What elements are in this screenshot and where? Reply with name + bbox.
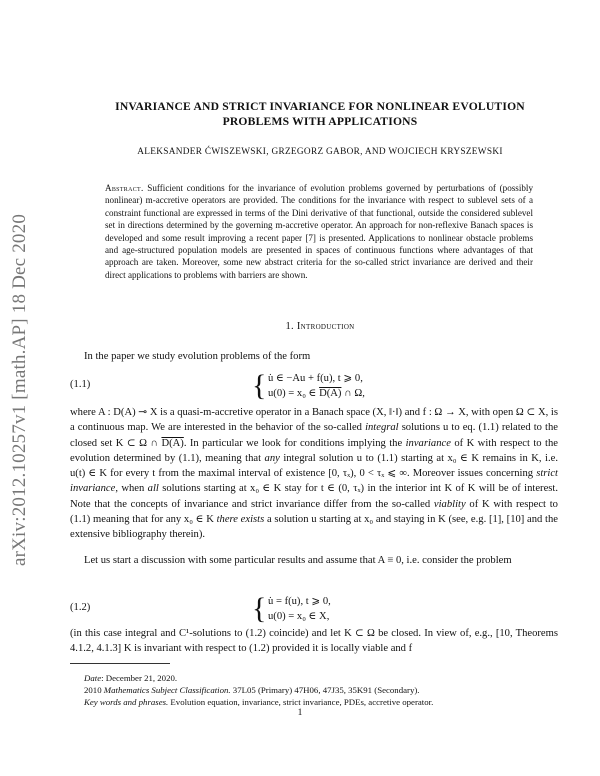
section-title: Introduction xyxy=(296,321,355,332)
paragraph-3: Let us start a discussion with some particular results and assume that A ≡ 0, i.e. consider the problem xyxy=(84,555,512,566)
authors: ALEKSANDER ĆWISZEWSKI, GRZEGORZ GABOR, AND WOJCIECH KRYSZEWSKI xyxy=(137,147,503,157)
equation-line-1: u̇ = f(u), t ⩾ 0, xyxy=(268,596,331,607)
arxiv-stamp xyxy=(6,180,34,600)
equation-line-2: u(0) = x₀ ∈ D(A) ∩ Ω, xyxy=(268,388,365,399)
footnote-rule xyxy=(70,663,170,664)
arxiv-identifier: arXiv:2012.10257v1 [math.AP] 18 Dec 2020 xyxy=(9,213,30,567)
equation-brace: { xyxy=(252,592,267,625)
section-heading xyxy=(70,321,570,332)
equation-number: (1.2) xyxy=(70,602,91,613)
equation-1-1 xyxy=(70,370,558,404)
equation-1-2 xyxy=(70,594,558,624)
equation-line-1: u̇ ∈ −Au + f(u), t ⩾ 0, xyxy=(268,373,363,384)
footnote-keywords: Key words and phrases. Evolution equation, invariance, strict invariance, PDEs, accretive operator. xyxy=(84,697,434,707)
equation-line-2: u(0) = x₀ ∈ X, xyxy=(268,611,330,622)
title-line-2: PROBLEMS WITH APPLICATIONS xyxy=(222,115,418,128)
equation-brace: { xyxy=(252,369,267,402)
page-number: 1 xyxy=(297,708,303,718)
title-line-1: INVARIANCE AND STRICT INVARIANCE FOR NONLINEAR EVOLUTION xyxy=(115,100,525,113)
abstract-text: Sufficient conditions for the invariance of evolution problems governed by perturbations of (possibly nonlinear) m-accretive operators are provided. The conditions for the invariance with respect to sublevel sets of a constraint functional are expressed in terms of the Dini derivative of that functional, outside the considered sublevel set in directions determined by the governing m-accretive operator. An approach for non-reflexive Banach spaces is developed and some result improving a recent paper [7] is presented. Applications to nonlinear obstacle problems and age-structured population models are presented in spaces of continuous functions where advantages of that approach are taken. Moreover, some new abstract criteria for the so-called strict invariance are derived and their direct applications to problems with barriers are shown. xyxy=(105,183,533,280)
section-number: 1. xyxy=(285,321,294,332)
paper-title xyxy=(70,99,570,129)
footnote-msc: 2010 Mathematics Subject Classification. 37L05 (Primary) 47H06, 47J35, 35K91 (Secondary). xyxy=(84,685,420,695)
paragraph-4: (in this case integral and C¹-solutions to (1.2) coincide) and let K ⊂ Ω be closed. In view of, e.g., [10, Theorems 4.1.2, 4.1.3] K is invariant with respect to (1.2) provided it is locally viable and f xyxy=(70,628,558,655)
footnote-date: Date: December 21, 2020. xyxy=(84,673,178,683)
abstract-label: Abstract. xyxy=(105,183,144,193)
abstract xyxy=(105,182,533,281)
paragraph-1: In the paper we study evolution problems of the form xyxy=(84,351,311,362)
equation-number: (1.1) xyxy=(70,379,91,390)
paragraph-2: where A : D(A) ⊸ X is a quasi-m-accretive operator in a Banach space (X, ‖·‖) and f : Ω → X, with open Ω ⊂ X, is a continuous map. We are interested in the behavior of the so-called integral solutions u to eq. (1.1) related to the closed set K ⊂ Ω ∩ D(A). In particular we look for conditions implying the invariance of K with respect to the evolution determined by (1.1), meaning that any integral solution u to (1.1) starting at x₀ ∈ K remains in K, i.e. u(t) ∈ K for every t from the maximal interval of existence [0, τₓ), 0 < τₓ ⩽ ∞. Moreover issues concerning strict invariance, when all solutions starting at x₀ ∈ K stay for t ∈ (0, τₓ) in the interior int K of K will be of interest. Note that the concepts of invariance and strict invariance differ from the so-called viablity of K with respect to (1.1) meaning that for any x₀ ∈ K there exists a solution u starting at x₀ and staying in K (see, e.g. [1], [10] and the extensive bibliography therein). xyxy=(70,407,558,541)
